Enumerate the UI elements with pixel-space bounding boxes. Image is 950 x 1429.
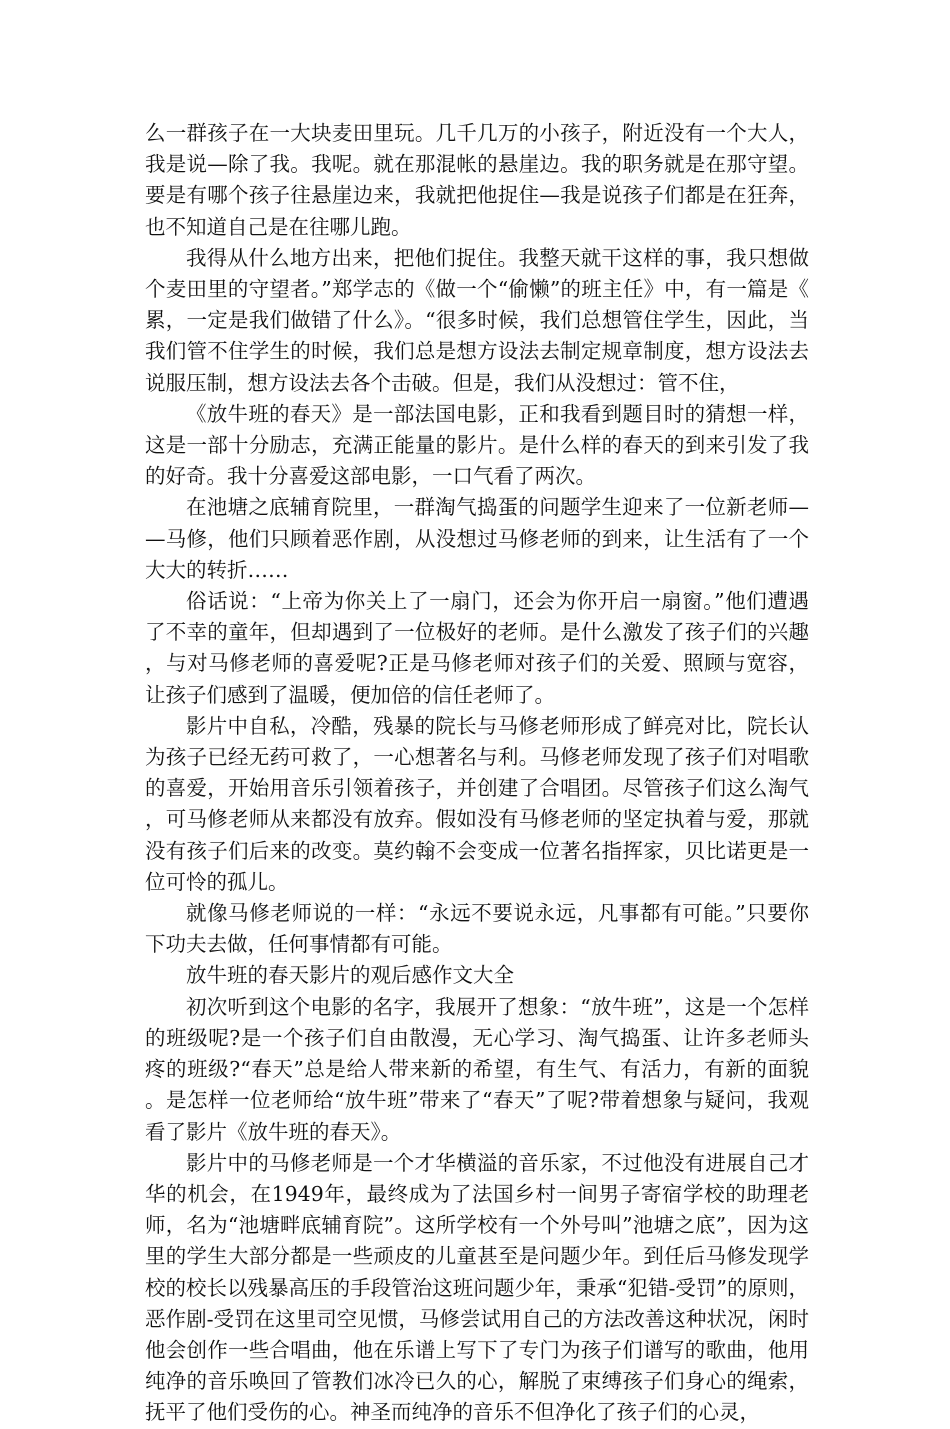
- paragraph-2: 我得从什么地方出来，把他们捉住。我整天就干这样的事，我只想做个麦田里的守望者。”郑学志的《做一个“偷懒”的班主任》中，有一篇是《累，一定是我们做错了什么》。“很多时候，我们总想管住学生，因此，当我们管不住学生的时候，我们总是想方设法去制定规章制度，想方设法去说服压制，想方设法去各个击破。但是，我们从没想过：管不住，: [145, 245, 809, 395]
- paragraph-9: 影片中的马修老师是一个才华横溢的音乐家，不过他没有进展自己才华的机会，在1949年，最终成为了法国乡村一间男子寄宿学校的助理老师，名为“池塘畔底辅育院”。这所学校有一个外号叫”池塘之底”，因为这里的学生大部分都是一些顽皮的儿童甚至是问题少年。到任后马修发现学校的校长以残暴高压的手段管治这班问题少年，秉承“犯错-受罚”的原则，恶作剧-受罚在这里司空见惯，马修尝试用自己的方法改善这种状况，闲时他会创作一些合唱曲，他在乐谱上写下了专门为孩子们谱写的歌曲，他用纯净的音乐唤回了管教们冰冷已久的心，解脱了束缚孩子们身心的绳索，抚平了他们受伤的心。神圣而纯净的音乐不但净化了孩子们的心灵，: [145, 1150, 809, 1425]
- paragraph-6: 影片中自私，冷酷，残暴的院长与马修老师形成了鲜亮对比，院长认为孩子已经无药可救了，一心想著名与利。马修老师发现了孩子们对唱歌的喜爱，开始用音乐引领着孩子，并创建了合唱团。尽管孩子们这么淘气，可马修老师从来都没有放弃。假如没有马修老师的坚定执着与爱，那就没有孩子们后来的改变。莫约翰不会变成一位著名指挥家，贝比诺更是一位可怜的孤儿。: [145, 713, 809, 894]
- paragraph-8: 初次听到这个电影的名字，我展开了想象：“放牛班”，这是一个怎样的班级呢?是一个孩子们自由散漫，无心学习、淘气捣蛋、让许多老师头疼的班级?“春天”总是给人带来新的希望，有生气、有活力，有新的面貌。是怎样一位老师给“放牛班”带来了“春天”了呢?带着想象与疑问，我观看了影片《放牛班的春天》。: [145, 994, 809, 1144]
- paragraph-1: 么一群孩子在一大块麦田里玩。几千几万的小孩子，附近没有一个大人，我是说—除了我。我呢。就在那混帐的悬崖边。我的职务就是在那守望。要是有哪个孩子往悬崖边来，我就把他捉住—我是说孩子们都是在狂奔，也不知道自己是在往哪儿跑。: [145, 121, 809, 239]
- paragraph-5: 俗话说：“上帝为你关上了一扇门，还会为你开启一扇窗。”他们遭遇了不幸的童年，但却遇到了一位极好的老师。是什么激发了孩子们的兴趣，与对马修老师的喜爱呢?正是马修老师对孩子们的关爱、照顾与宽容，让孩子们感到了温暖，便加倍的信任老师了。: [145, 589, 809, 707]
- document-body: [145, 118, 809, 1429]
- section-title: 放牛班的春天影片的观后感作文大全: [186, 963, 514, 988]
- paragraph-4: 在池塘之底辅育院里，一群淘气捣蛋的问题学生迎来了一位新老师——马修，他们只顾着恶作剧，从没想过马修老师的到来，让生活有了一个大大的转折……: [145, 495, 809, 582]
- paragraph-3: 《放牛班的春天》是一部法国电影，正和我看到题目时的猜想一样，这是一部十分励志，充满正能量的影片。是什么样的春天的到来引发了我的好奇。我十分喜爱这部电影，一口气看了两次。: [145, 401, 809, 489]
- paragraph-7: 就像马修老师说的一样：“永远不要说永远，凡事都有可能。”只要你下功夫去做，任何事情都有可能。: [145, 901, 809, 957]
